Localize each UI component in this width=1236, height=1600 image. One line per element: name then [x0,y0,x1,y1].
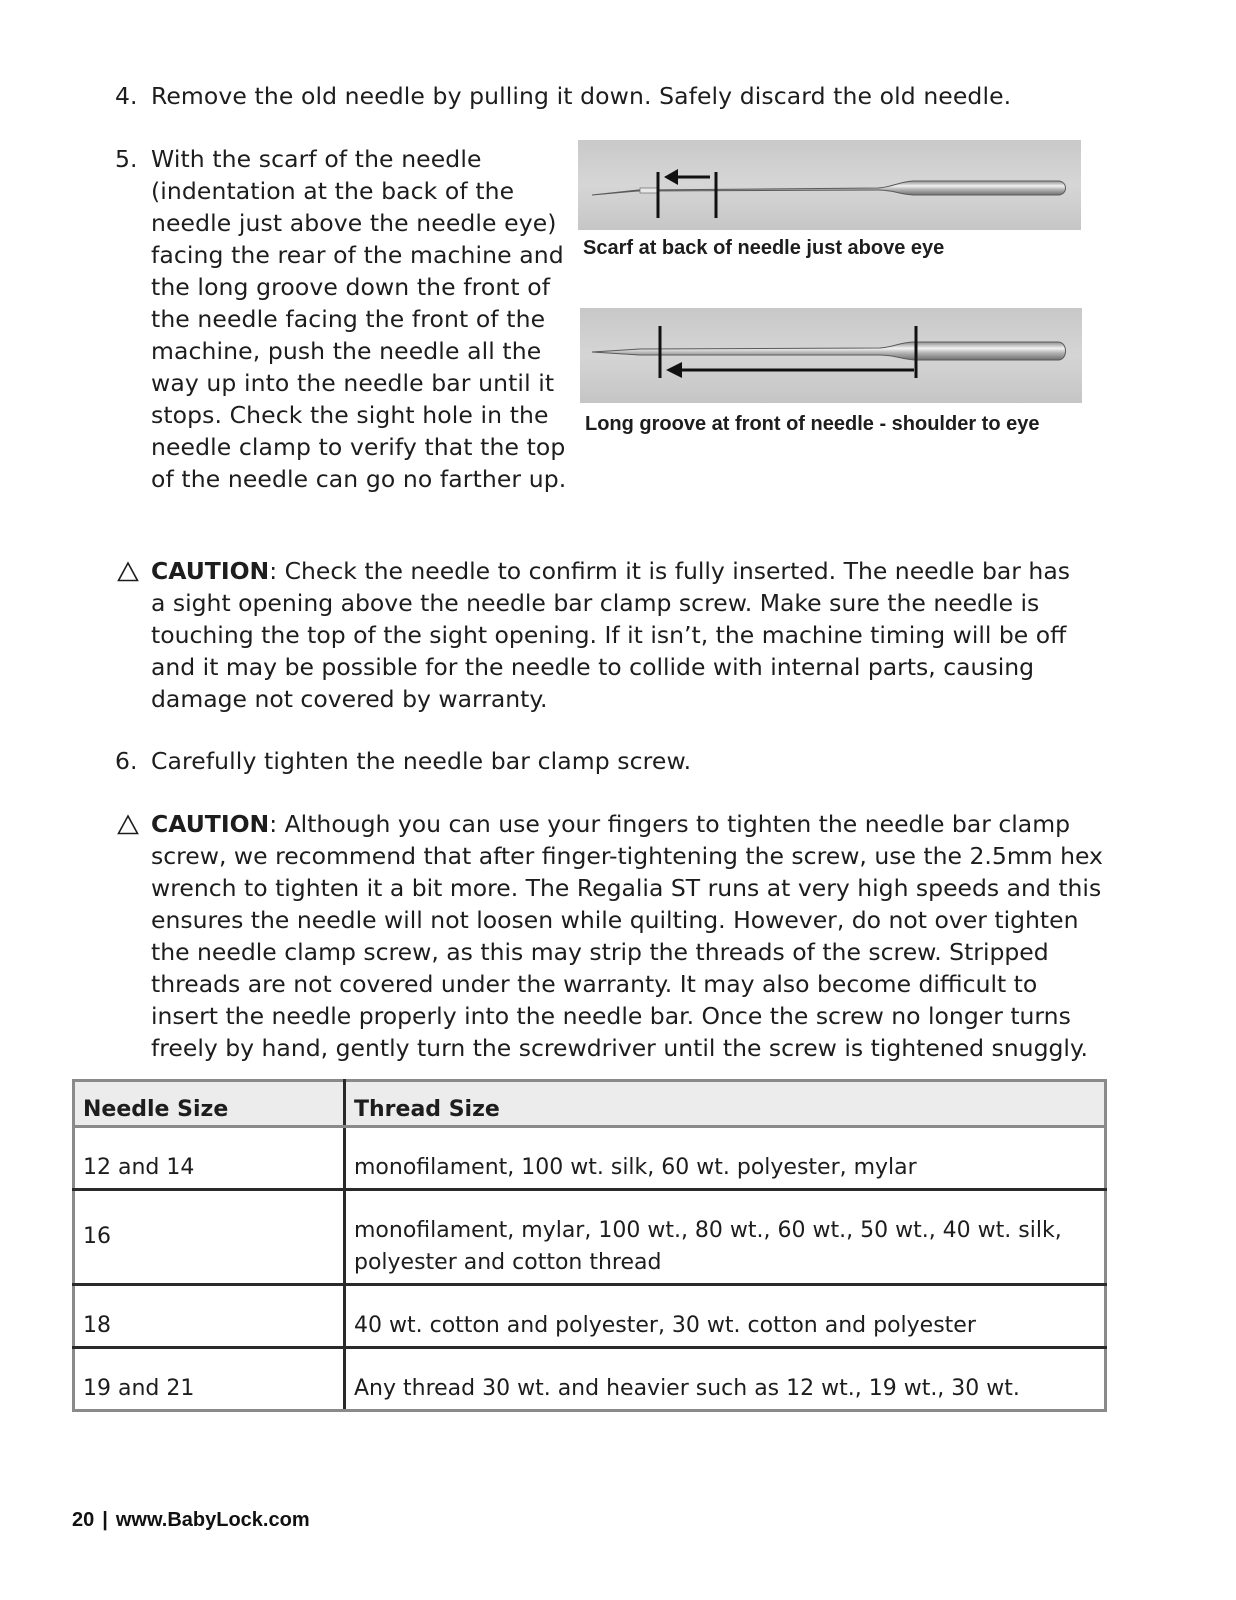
needle-scarf-photo [578,140,1081,230]
thread-size-cell: Any thread 30 wt. and heavier such as 12 wt., 19 wt., 30 wt. [345,1348,1106,1411]
page-number: 20 [72,1509,95,1531]
step-number: 6. [115,747,138,775]
header-thread-size: Thread Size [345,1081,1106,1127]
step-text: With the scarf of the needle (indentation at the back of the needle just above the needle eye) facing the rear of the machine and the long groove down the front of the needle facing the front of the machine, push the needle all the way up into the needle bar until it stops. Check the sight hole in the needle clamp to verify that the top of the needle can go no farther up. [151,145,567,493]
table-row [74,1348,1106,1411]
needle-groove-photo [580,308,1082,403]
warning-triangle-icon [115,808,143,840]
footer-separator: | [102,1509,108,1531]
groove-caption: Long groove at front of needle - shoulder to eye [585,413,1040,435]
caution-body: : Although you can use your fingers to tighten the needle bar clamp screw, we recommend that after finger-tightening the screw, use the 2.5mm hex wrench to tighten it a bit more. The Regalia ST runs at very high speeds and this ensures the needle will not loosen while quilting. However, do not over tighten the needle clamp screw, as this may strip the threads of the screw. Stripped threads are not covered under the warranty. It may also become difficult to insert the needle properly into the needle bar. Once the screw no longer turns freely by hand, gently turn the screwdriver until the screw is tightened snuggly. [151,810,1103,1062]
footer-website-link[interactable]: www.BabyLock.com [115,1509,310,1531]
table-row [74,1285,1106,1348]
thread-size-cell: 40 wt. cotton and polyester, 30 wt. cotton and polyester [345,1285,1106,1348]
table-header-row [74,1081,1106,1127]
scarf-caption: Scarf at back of needle just above eye [583,237,945,259]
step-4 [115,80,1115,114]
caution-label: CAUTION [151,810,270,838]
thread-size-cell: monofilament, mylar, 100 wt., 80 wt., 60 wt., 50 wt., 40 wt. silk, polyester and cotton thread [345,1190,1106,1285]
caution-label: CAUTION [151,557,270,585]
caution-text [151,555,1076,715]
caution-text [151,808,1106,1064]
page-footer [72,1509,310,1532]
table-row [74,1127,1106,1190]
caution-1 [115,555,1075,715]
needle-size-cell: 18 [74,1285,345,1348]
step-text: Carefully tighten the needle bar clamp screw. [151,747,692,775]
step-5 [115,143,575,528]
needle-size-cell: 16 [74,1190,345,1285]
step-text: Remove the old needle by pulling it down. Safely discard the old needle. [151,82,1012,110]
needle-size-cell: 12 and 14 [74,1127,345,1190]
step-number: 4. [115,82,138,110]
needle-groove-illustration [580,308,1082,403]
needle-scarf-illustration [578,140,1081,230]
caution-body: : Check the needle to confirm it is fully inserted. The needle bar has a sight opening above the needle bar clamp screw. Make sure the needle is touching the top of the sight opening. If it isn’t, the machine timing will be off and it may be possible for the needle to collide with internal parts, causing damage not covered by warranty. [151,557,1070,713]
needle-thread-table [72,1079,1107,1412]
header-needle-size: Needle Size [74,1081,345,1127]
warning-triangle-icon [115,555,143,587]
step-number: 5. [115,145,138,173]
table-row [74,1190,1106,1285]
caution-2 [115,808,1105,1064]
thread-size-cell: monofilament, 100 wt. silk, 60 wt. polyester, mylar [345,1127,1106,1190]
step-6 [115,745,1015,779]
needle-size-cell: 19 and 21 [74,1348,345,1411]
